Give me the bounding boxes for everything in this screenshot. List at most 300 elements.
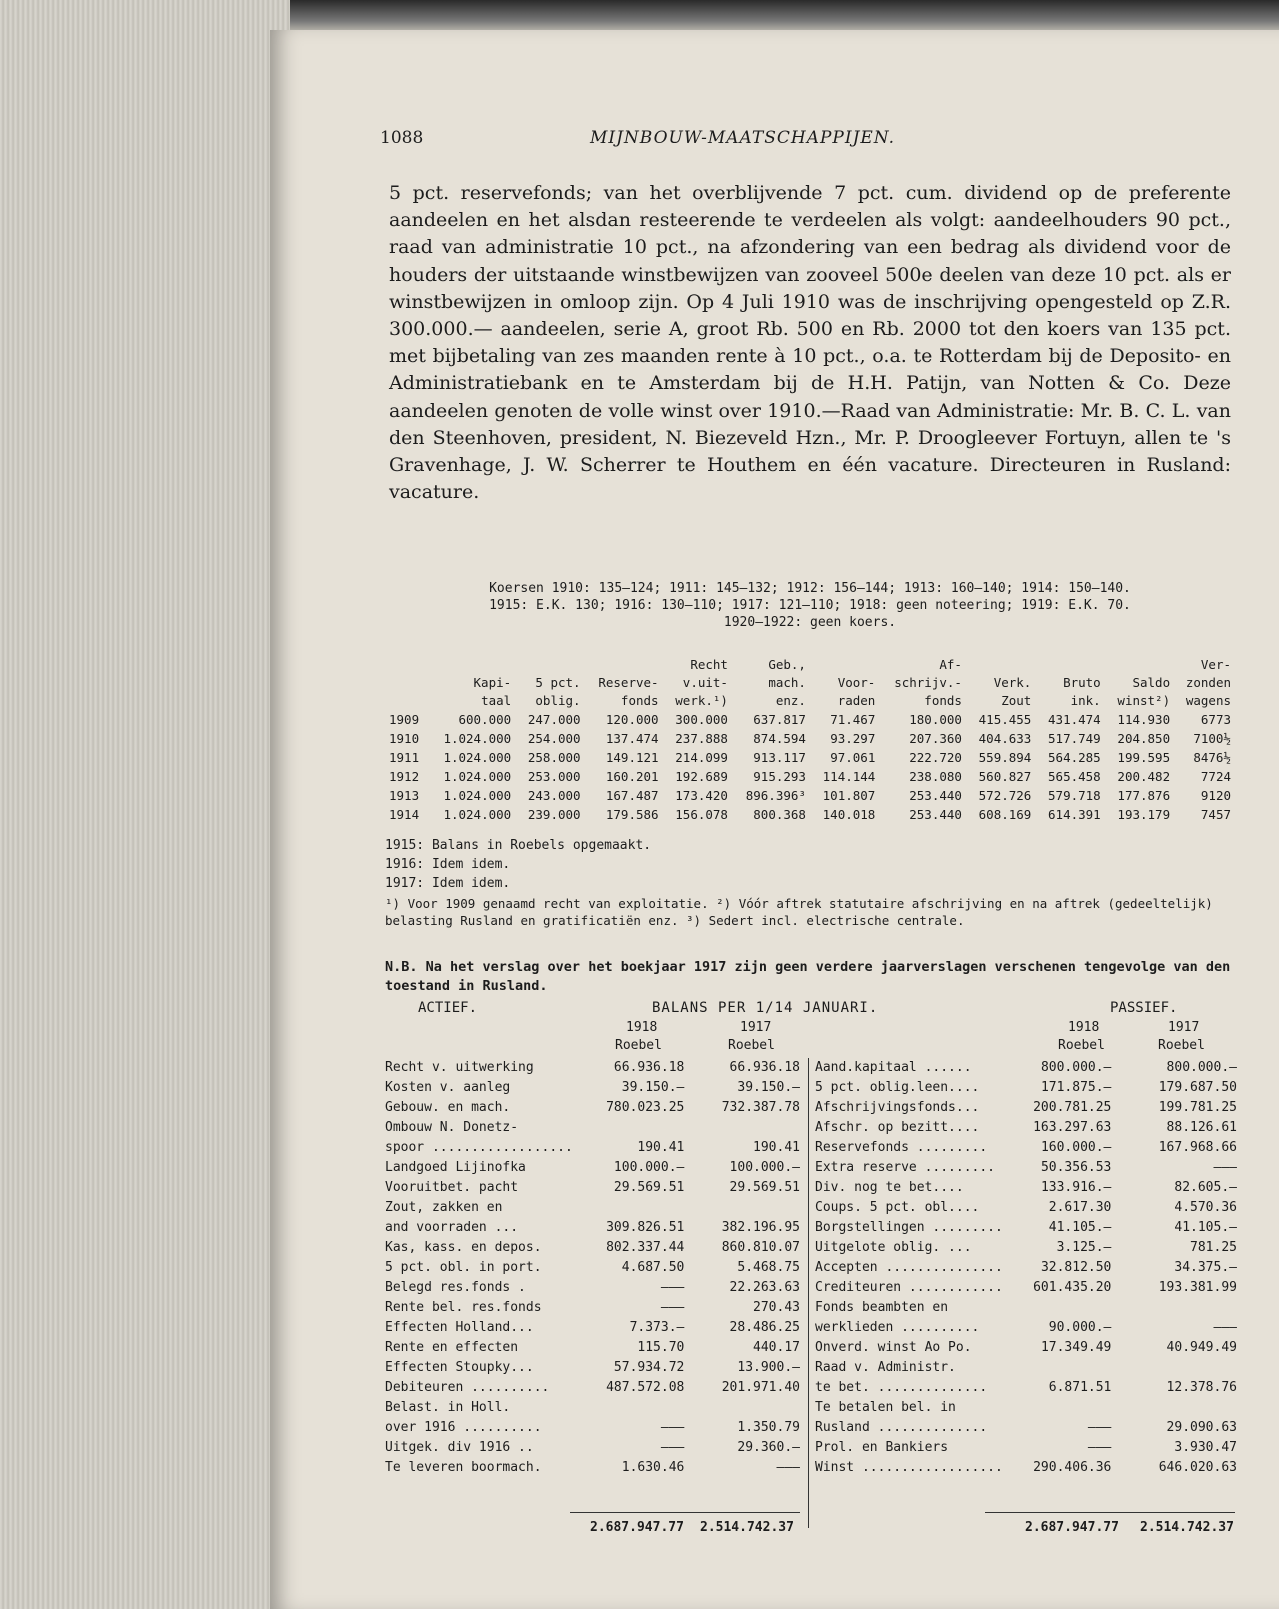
balance-item-label: Kosten v. aanleg: [385, 1080, 511, 1095]
balance-value: 1.350.79: [737, 1420, 800, 1435]
balance-row: [385, 1358, 800, 1378]
column-header: Recht: [690, 657, 728, 672]
balance-row: [385, 1338, 800, 1358]
balance-item-label: Zout, zakken en: [385, 1200, 503, 1215]
balance-value: 90.000.—: [1048, 1320, 1112, 1335]
balance-value: 309.826.51: [606, 1220, 685, 1235]
balance-value: 66.936.18: [729, 1060, 800, 1075]
balance-row: [815, 1258, 1237, 1278]
table-cell: 915.293: [753, 769, 806, 784]
balance-row: [385, 1118, 800, 1138]
column-header: [385, 692, 429, 710]
total-actief-1917: 2.514.742.37: [700, 1520, 794, 1535]
balance-value: ———: [660, 1440, 685, 1455]
year-header-b: 1917: [740, 1020, 772, 1035]
table-cell: 517.749: [1048, 731, 1101, 746]
balance-row: [815, 1158, 1237, 1178]
table-cell: 579.718: [1048, 788, 1101, 803]
year-cell: 1913: [389, 788, 420, 803]
column-header: Ver-: [1200, 657, 1231, 672]
balance-value: [1111, 1358, 1237, 1378]
balance-row: [815, 1398, 1237, 1418]
table-cell: 600.000: [458, 712, 512, 727]
column-header: fonds: [924, 693, 962, 708]
column-header: [385, 656, 429, 674]
balance-value: 190.41: [637, 1140, 685, 1155]
table-note: 1916: Idem idem.: [385, 857, 511, 872]
table-row: [385, 748, 1235, 767]
total-actief-1918: 2.687.947.77: [590, 1520, 684, 1535]
balance-value: 190.41: [753, 1140, 800, 1155]
balance-item-label: Uitgek. div 1916 ..: [385, 1440, 534, 1455]
balance-item-label: Rente en effecten: [385, 1340, 519, 1355]
balance-value: 28.486.25: [729, 1320, 800, 1335]
table-cell: 6773: [1200, 712, 1231, 727]
table-cell: 9120: [1200, 788, 1231, 803]
balance-value: 2.617.30: [1048, 1200, 1112, 1215]
column-header: [515, 656, 584, 674]
balance-row: [815, 1418, 1237, 1438]
balance-value: 88.126.61: [1166, 1120, 1237, 1135]
balance-item-label: Effecten Stoupky...: [385, 1360, 534, 1375]
column-header: schrijv.-: [894, 675, 962, 690]
balance-value: ———: [776, 1460, 800, 1475]
table-cell: 239.000: [527, 807, 581, 822]
balance-item-label: Fonds beambten en: [815, 1300, 949, 1315]
balance-row: [385, 1158, 800, 1178]
table-cell: 140.018: [822, 807, 876, 822]
balance-item-label: and voorraden ...: [385, 1220, 519, 1235]
balance-item-label: Vooruitbet. pacht: [385, 1180, 519, 1195]
balance-row: [815, 1338, 1237, 1358]
balance-value: [1006, 1298, 1112, 1318]
balance-value: 4.570.36: [1174, 1200, 1237, 1215]
table-cell: 1.024.000: [443, 731, 512, 746]
year-cell: 1911: [389, 750, 420, 765]
sum-rule-left: [570, 1512, 800, 1513]
balance-row: [385, 1258, 800, 1278]
table-cell: 237.888: [675, 731, 728, 746]
balance-row: [815, 1098, 1237, 1118]
balance-value: 780.023.25: [606, 1100, 685, 1115]
balance-value: 646.020.63: [1158, 1460, 1237, 1475]
table-cell: 7724: [1200, 769, 1231, 784]
balance-value: [1111, 1398, 1237, 1418]
balance-value: [574, 1398, 685, 1418]
column-header: Af-: [939, 657, 962, 672]
table-row: [385, 786, 1235, 805]
actief-table: [385, 1058, 800, 1478]
column-header: Geb.,: [768, 657, 806, 672]
balance-value: 200.781.25: [1033, 1100, 1112, 1115]
balance-value: 193.381.99: [1158, 1280, 1237, 1295]
table-notes: [385, 836, 1235, 893]
balance-row: [815, 1298, 1237, 1318]
table-cell: 93.297: [830, 731, 876, 746]
column-header: [966, 656, 1035, 674]
table-cell: 1.024.000: [443, 807, 512, 822]
table-header-row: [385, 692, 1235, 710]
balance-value: 179.687.50: [1158, 1080, 1237, 1095]
table-cell: 243.000: [527, 788, 581, 803]
column-header: [810, 656, 879, 674]
balance-value: [574, 1198, 685, 1218]
column-header: zonden: [1185, 675, 1231, 690]
balance-value: 12.378.76: [1166, 1380, 1237, 1395]
table-cell: 214.099: [675, 750, 728, 765]
balance-value: ———: [1087, 1440, 1112, 1455]
year-header-d: 1917: [1168, 1020, 1200, 1035]
table-cell: 193.179: [1117, 807, 1171, 822]
table-cell: 114.930: [1117, 712, 1171, 727]
table-cell: 637.817: [753, 712, 806, 727]
balance-row: [815, 1318, 1237, 1338]
column-header: winst²): [1117, 693, 1171, 708]
year-cell: 1909: [389, 712, 420, 727]
balance-item-label: Reservefonds .........: [815, 1140, 988, 1155]
table-cell: 173.420: [675, 788, 728, 803]
column-header: [585, 656, 663, 674]
column-header: raden: [837, 693, 876, 708]
column-header: werk.¹): [675, 693, 728, 708]
balance-value: [684, 1398, 800, 1418]
currency-header-d: Roebel: [1158, 1038, 1205, 1053]
balance-value: 270.43: [753, 1300, 800, 1315]
currency-header-a: Roebel: [615, 1038, 662, 1053]
balance-row: [815, 1178, 1237, 1198]
balance-value: 50.356.53: [1040, 1160, 1112, 1175]
table-row: [385, 729, 1235, 748]
balance-row: [815, 1118, 1237, 1138]
footnote: ¹) Voor 1909 genaamd recht van exploitatie. ²) Vóór aftrek statutaire afschrijving en na aftrek (gedeeltelijk) belasting Rusland en gratificatiën enz. ³) Sedert incl. electrische centrale.: [385, 896, 1213, 928]
balance-row: [385, 1318, 800, 1338]
column-header: enz.: [775, 693, 806, 708]
balance-row: [815, 1458, 1237, 1478]
table-cell: 1.024.000: [443, 769, 512, 784]
balance-value: 601.435.20: [1033, 1280, 1112, 1295]
balance-row: [815, 1278, 1237, 1298]
balance-item-label: Prol. en Bankiers: [815, 1440, 949, 1455]
table-cell: 149.121: [605, 750, 659, 765]
currency-header-c: Roebel: [1058, 1038, 1105, 1053]
balance-row: [385, 1418, 800, 1438]
balance-row: [385, 1058, 800, 1078]
balance-value: 781.25: [1190, 1240, 1237, 1255]
balance-item-label: Borgstellingen .........: [815, 1220, 1003, 1235]
balance-value: 57.934.72: [613, 1360, 685, 1375]
balance-row: [385, 1098, 800, 1118]
book-page-edges: [0, 0, 290, 1609]
table-cell: 254.000: [527, 731, 581, 746]
table-cell: 565.458: [1048, 769, 1101, 784]
balance-value: 100.000.—: [729, 1160, 800, 1175]
table-cell: 97.061: [830, 750, 876, 765]
balance-value: 7.373.—: [629, 1320, 685, 1335]
table-cell: 300.000: [675, 712, 728, 727]
balance-item-label: Belast. in Holl.: [385, 1400, 511, 1415]
balance-item-label: 5 pct. obl. in port.: [385, 1260, 542, 1275]
balance-item-label: Accepten ...............: [815, 1260, 1003, 1275]
column-header: Kapi-: [473, 675, 512, 690]
column-header: oblig.: [535, 693, 581, 708]
table-cell: 614.391: [1048, 807, 1101, 822]
balance-item-label: Aand.kapitaal ......: [815, 1060, 972, 1075]
koersen-line: 1920—1922: geen koers.: [723, 615, 897, 630]
balance-value: 440.17: [753, 1340, 800, 1355]
table-cell: 608.169: [978, 807, 1032, 822]
balance-value: 160.000.—: [1040, 1140, 1112, 1155]
actief-label: ACTIEF.: [418, 1000, 478, 1016]
balance-value: 41.105.—: [1174, 1220, 1237, 1235]
balance-value: 800.000.—: [1166, 1060, 1237, 1075]
balance-value: ———: [660, 1280, 685, 1295]
balance-value: [1111, 1298, 1237, 1318]
balance-value: 41.105.—: [1048, 1220, 1112, 1235]
balance-value: 66.936.18: [613, 1060, 685, 1075]
total-passief-1917: 2.514.742.37: [1140, 1520, 1234, 1535]
balance-value: 3.930.47: [1174, 1440, 1237, 1455]
balance-item-label: Ombouw N. Donetz-: [385, 1120, 519, 1135]
balance-value: 29.569.51: [729, 1180, 800, 1195]
balance-value: 100.000.—: [613, 1160, 685, 1175]
balance-value: [1006, 1398, 1112, 1418]
balance-row: [815, 1378, 1237, 1398]
table-cell: 564.285: [1048, 750, 1101, 765]
balance-item-label: Rusland ..............: [815, 1420, 988, 1435]
table-cell: 192.689: [675, 769, 728, 784]
balance-item-label: Afschrijvingsfonds...: [815, 1100, 980, 1115]
balance-value: 133.916.—: [1040, 1180, 1112, 1195]
column-header: Voor-: [837, 675, 876, 690]
table-cell: 258.000: [527, 750, 581, 765]
column-header: fonds: [620, 693, 659, 708]
balance-value: ———: [660, 1420, 685, 1435]
table-row: [385, 767, 1235, 786]
balance-value: [684, 1118, 800, 1138]
column-header: 5 pct.: [535, 675, 581, 690]
balance-item-label: werklieden ..........: [815, 1320, 980, 1335]
table-cell: 204.850: [1117, 731, 1171, 746]
balance-value: 13.900.—: [737, 1360, 800, 1375]
balance-value: 39.150.—: [737, 1080, 800, 1095]
table-cell: 238.080: [909, 769, 962, 784]
balance-value: ———: [1213, 1320, 1237, 1335]
balance-value: 163.297.63: [1033, 1120, 1112, 1135]
balance-row: [385, 1298, 800, 1318]
table-cell: 572.726: [978, 788, 1032, 803]
table-cell: 247.000: [527, 712, 581, 727]
table-cell: 179.586: [605, 807, 659, 822]
balance-item-label: Recht v. uitwerking: [385, 1060, 534, 1075]
column-header: taal: [481, 693, 512, 708]
year-cell: 1910: [389, 731, 420, 746]
balance-item-label: Winst ..................: [815, 1460, 1003, 1475]
passief-table: [815, 1058, 1237, 1478]
year-cell: 1912: [389, 769, 420, 784]
table-cell: 167.487: [605, 788, 659, 803]
balance-item-label: Belegd res.fonds .: [385, 1280, 526, 1295]
balance-row: [385, 1398, 800, 1418]
financial-table: [385, 656, 1235, 824]
koersen-line: 1915: E.K. 130; 1916: 130—110; 1917: 121—110; 1918: geen noteering; 1919: E.K. 70.: [489, 598, 1131, 613]
balance-row: [815, 1358, 1237, 1378]
table-cell: 137.474: [605, 731, 659, 746]
table-cell: 913.117: [753, 750, 806, 765]
column-header: [1105, 656, 1174, 674]
table-cell: 180.000: [909, 712, 962, 727]
column-header: mach.: [768, 675, 806, 690]
table-cell: 253.000: [527, 769, 581, 784]
table-cell: 156.078: [675, 807, 728, 822]
balance-item-label: Uitgelote oblig. ...: [815, 1240, 972, 1255]
table-cell: 800.368: [753, 807, 806, 822]
balance-item-label: 5 pct. oblig.leen....: [815, 1080, 980, 1095]
balance-value: 201.971.40: [721, 1380, 800, 1395]
balance-row: [385, 1278, 800, 1298]
column-header: [429, 656, 516, 674]
balance-value: 382.196.95: [721, 1220, 800, 1235]
table-cell: 874.594: [753, 731, 806, 746]
table-cell: 431.474: [1048, 712, 1101, 727]
table-row: [385, 805, 1235, 824]
balance-value: [1006, 1358, 1112, 1378]
balance-item-label: Debiteuren ..........: [385, 1380, 550, 1395]
table-cell: 404.633: [978, 731, 1032, 746]
balance-row: [385, 1138, 800, 1158]
balance-value: 860.810.07: [721, 1240, 800, 1255]
table-cell: 207.360: [909, 731, 962, 746]
table-cell: 253.440: [909, 788, 962, 803]
balance-item-label: Onverd. winst Ao Po.: [815, 1340, 972, 1355]
balance-item-label: over 1916 ..........: [385, 1420, 542, 1435]
balance-value: 29.090.63: [1166, 1420, 1237, 1435]
balance-row: [815, 1198, 1237, 1218]
table-cell: 253.440: [909, 807, 962, 822]
table-cell: 1.024.000: [443, 750, 512, 765]
table-cell: 199.595: [1117, 750, 1171, 765]
column-header: [1035, 656, 1104, 674]
balance-item-label: Landgoed Lijinofka: [385, 1160, 526, 1175]
column-header: Zout: [1001, 693, 1032, 708]
table-cell: 415.455: [978, 712, 1032, 727]
balance-value: 800.000.—: [1040, 1060, 1112, 1075]
balance-item-label: Coups. 5 pct. obl....: [815, 1200, 980, 1215]
balance-row: [385, 1218, 800, 1238]
balance-value: 115.70: [637, 1340, 685, 1355]
balance-item-label: Raad v. Administr.: [815, 1360, 956, 1375]
table-cell: 71.467: [830, 712, 876, 727]
koersen-line: Koersen 1910: 135—124; 1911: 145—132; 1912: 156—144; 1913: 160—140; 1914: 150—140.: [489, 581, 1131, 596]
running-title: MIJNBOUW-MAATSCHAPPIJEN.: [590, 128, 895, 148]
column-divider: [808, 1058, 809, 1528]
balance-value: 171.875.—: [1040, 1080, 1112, 1095]
balance-value: 4.687.50: [621, 1260, 685, 1275]
balance-row: [815, 1138, 1237, 1158]
table-cell: 7457: [1200, 807, 1231, 822]
balance-value: 39.150.—: [621, 1080, 685, 1095]
table-cell: 160.201: [605, 769, 659, 784]
balance-row: [385, 1438, 800, 1458]
column-header: wagens: [1185, 693, 1231, 708]
column-header: Bruto: [1063, 675, 1101, 690]
column-header: ink.: [1070, 693, 1101, 708]
table-cell: 559.894: [978, 750, 1032, 765]
column-header: Reserve-: [598, 675, 659, 690]
balance-row: [815, 1438, 1237, 1458]
column-header: Saldo: [1132, 675, 1171, 690]
page-number: 1088: [380, 128, 424, 148]
balance-value: 487.572.08: [606, 1380, 685, 1395]
table-cell: 114.144: [822, 769, 876, 784]
balance-row: [815, 1078, 1237, 1098]
balance-row: [385, 1458, 800, 1478]
balance-value: 199.781.25: [1158, 1100, 1237, 1115]
koersen-block: [390, 580, 1230, 631]
body-text: 5 pct. reservefonds; van het overblijvende 7 pct. cum. dividend op de preferente aandeelen en het alsdan resteerende te verdeelen als volgt: aandeelhouders 90 pct., raad van administratie 10 pct., na afzondering van een bedrag als dividend voor de houders der uitstaande winstbewijzen van zooveel 500e deelen van deze 10 pct. als er winstbewijzen in omloop zijn. Op 4 Juli 1910 was de inschrijving opengesteld op Z.R. 300.000.— aandeelen, serie A, groot Rb. 500 en Rb. 2000 tot den koers van 135 pct. met bijbetaling van zes maanden rente à 10 pct., o.a. te Rotterdam bij de Deposito- en Administratiebank en te Amsterdam bij de H.H. Patijn, van Notten & Co. Deze aandeelen genoten de volle winst over 1910.—Raad van Administratie: Mr. B. C. L. van den Steenhoven, president, N. Biezeveld Hzn., Mr. P. Droogleever Fortuyn, allen te 's Gravenhage, J. W. Scherrer te Houthem en één vacature. Directeuren in Rusland: vacature.: [389, 182, 1231, 504]
table-cell: 200.482: [1117, 769, 1171, 784]
balance-value: 167.968.66: [1158, 1140, 1237, 1155]
table-header-row: [385, 674, 1235, 692]
nb-note: N.B. Na het verslag over het boekjaar 1917 zijn geen verdere jaarverslagen verschenen tengevolge van den toestand in Rusland.: [385, 959, 1231, 994]
year-header-c: 1918: [1068, 1020, 1100, 1035]
balance-item-label: te bet. ..............: [815, 1380, 988, 1395]
balance-row: [385, 1078, 800, 1098]
table-cell: 8476½: [1193, 750, 1231, 765]
column-header: [385, 674, 429, 692]
balance-value: [574, 1118, 685, 1138]
balance-value: 290.406.36: [1033, 1460, 1112, 1475]
passief-label: PASSIEF.: [1110, 1000, 1178, 1016]
balance-value: 3.125.—: [1056, 1240, 1112, 1255]
table-cell: 101.807: [822, 788, 876, 803]
balance-value: 1.630.46: [621, 1460, 685, 1475]
body-paragraph: [389, 180, 1231, 506]
balance-row: [815, 1238, 1237, 1258]
balance-item-label: Gebouw. en mach.: [385, 1100, 511, 1115]
balance-value: 34.375.—: [1174, 1260, 1237, 1275]
total-passief-1918: 2.687.947.77: [1025, 1520, 1119, 1535]
balance-item-label: Extra reserve .........: [815, 1160, 996, 1175]
table-cell: 222.720: [909, 750, 962, 765]
table-note: 1915: Balans in Roebels opgemaakt.: [385, 838, 652, 853]
balance-value: 732.387.78: [721, 1100, 800, 1115]
table-row: [385, 710, 1235, 729]
table-header-row: [385, 656, 1235, 674]
balance-value: ———: [660, 1300, 685, 1315]
table-cell: 896.396³: [745, 788, 806, 803]
balance-row: [815, 1058, 1237, 1078]
table-cell: 177.876: [1117, 788, 1171, 803]
balance-value: 22.263.63: [729, 1280, 800, 1295]
balance-value: 40.949.49: [1166, 1340, 1237, 1355]
balance-value: ———: [1213, 1160, 1237, 1175]
balance-value: 17.349.49: [1040, 1340, 1112, 1355]
balance-row: [815, 1218, 1237, 1238]
balance-item-label: Rente bel. res.fonds: [385, 1300, 542, 1315]
balance-item-label: Kas, kass. en depos.: [385, 1240, 542, 1255]
balance-item-label: Te betalen bel. in: [815, 1400, 956, 1415]
balance-item-label: spoor ..................: [385, 1140, 573, 1155]
table-cell: 560.827: [978, 769, 1032, 784]
balance-row: [385, 1378, 800, 1398]
column-header: Verk.: [993, 675, 1032, 690]
balance-title: BALANS PER 1/14 JANUARI.: [652, 1000, 879, 1016]
balance-value: 82.605.—: [1174, 1180, 1237, 1195]
balance-value: 5.468.75: [737, 1260, 800, 1275]
balance-value: ———: [1087, 1420, 1112, 1435]
balance-value: 29.569.51: [613, 1180, 685, 1195]
balance-value: 802.337.44: [606, 1240, 685, 1255]
